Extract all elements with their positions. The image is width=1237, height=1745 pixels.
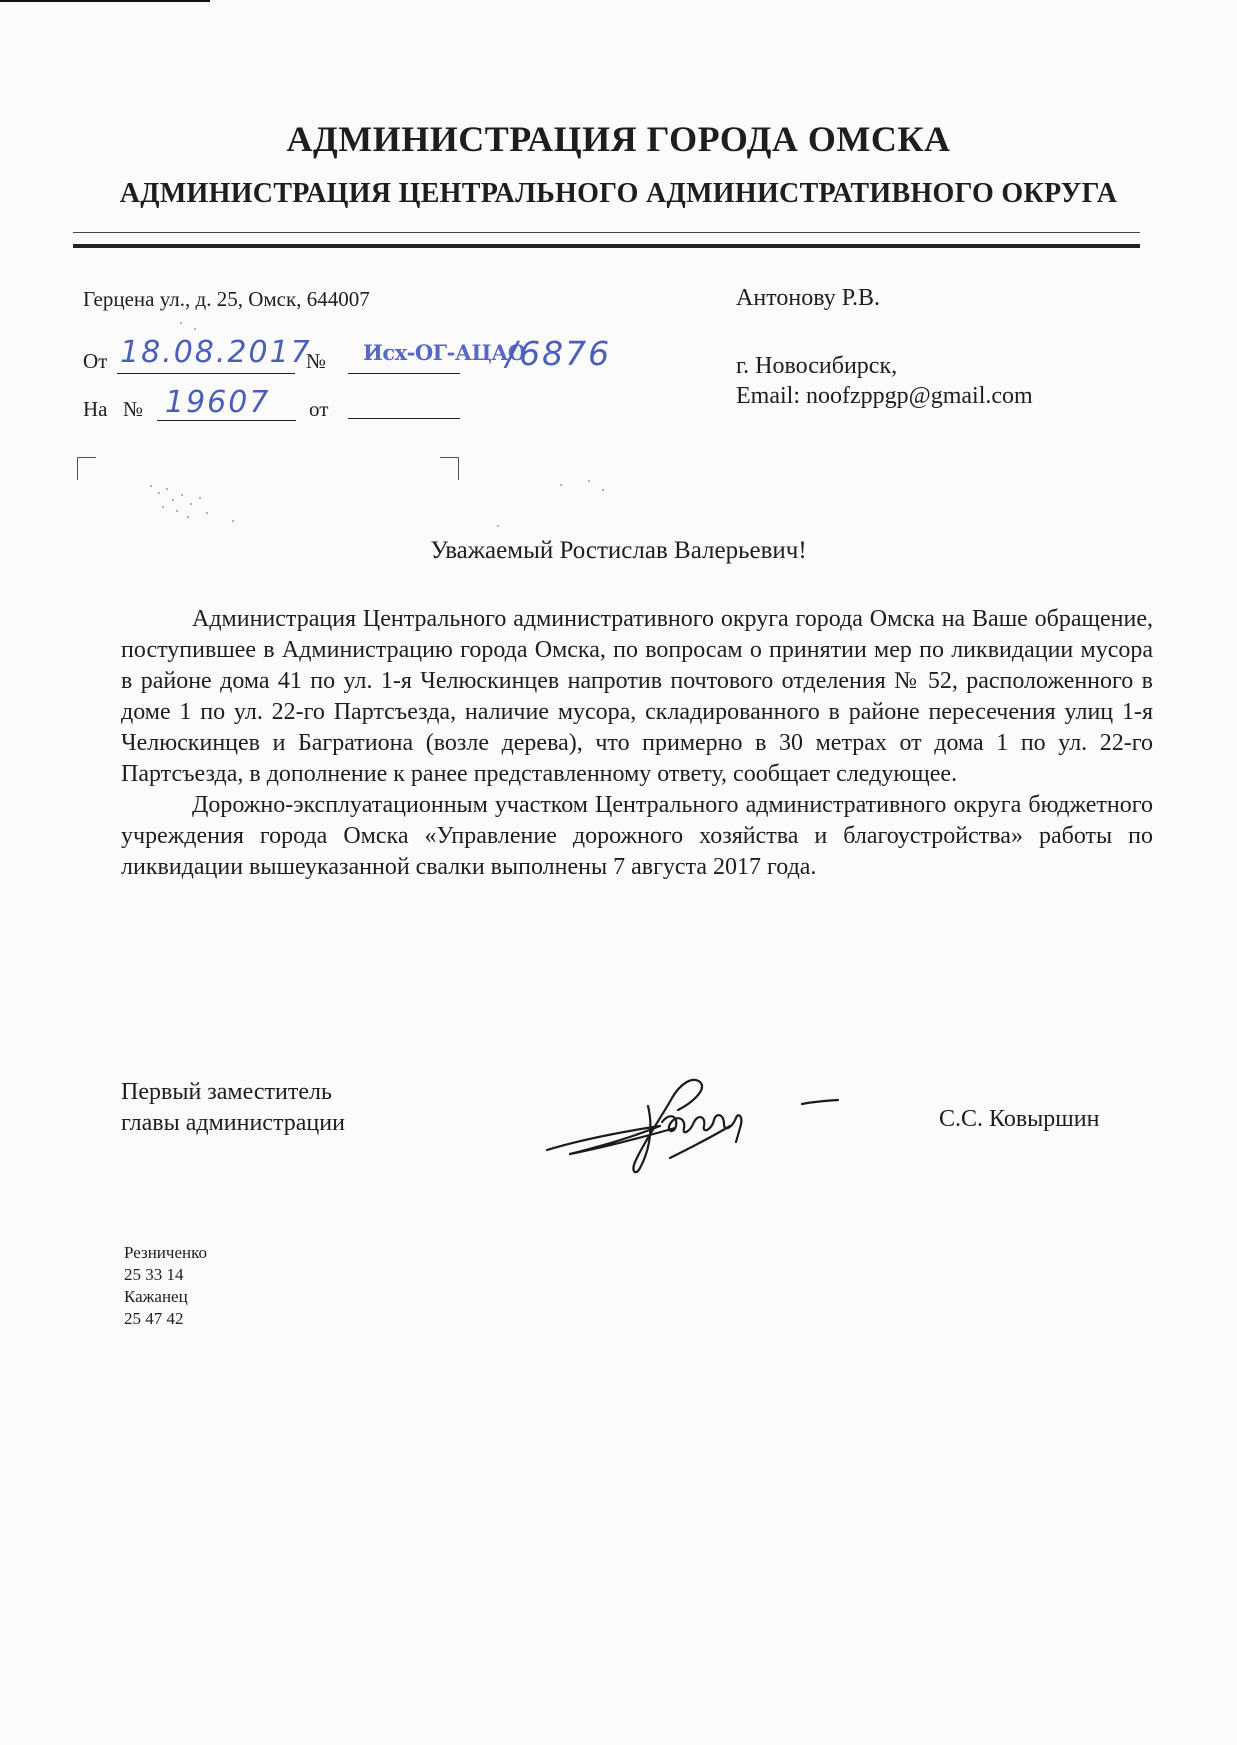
recipient-email: Email: noofzppgp@gmail.com: [736, 383, 1033, 409]
signatory-position: [121, 1077, 441, 1139]
recipient-name: Антонову Р.В.: [736, 285, 881, 311]
body-paragraph: Дорожно-эксплуатационным участком Центрального административного округа бюджетного учреждения города Омска «Управление дорожного хозяйства и благоустройства» работы по ликвидации вышеуказанной свалки выполнены 7 августа 2017 года.: [121, 792, 1153, 880]
outgoing-number-stamp: Исх-ОГ-АЦАО: [363, 340, 526, 365]
handwritten-signature: [540, 1068, 850, 1178]
from-label: От: [83, 349, 108, 373]
letterhead-title: АДМИНИСТРАЦИЯ ГОРОДА ОМСКА: [286, 119, 951, 159]
outgoing-number-suffix: /6876: [506, 334, 612, 373]
recipient-city: г. Новосибирск,: [736, 353, 898, 379]
executor-phone: 25 33 14: [124, 1265, 184, 1284]
address-field-corner-left: [77, 457, 96, 480]
date-line: [117, 373, 295, 374]
executor-contacts: [124, 1242, 324, 1330]
executor-name: Резниченко: [124, 1243, 207, 1262]
address-field-corner-right: [440, 457, 459, 480]
signatory-position-line: главы администрации: [121, 1110, 345, 1136]
letterhead-divider-thin: [73, 232, 1140, 233]
ref-number-line: [157, 420, 296, 421]
letter-body: [121, 604, 1153, 883]
ref-number-label: №: [123, 397, 144, 421]
sender-address: Герцена ул., д. 25, Омск, 644007: [83, 287, 370, 311]
number-label: №: [306, 349, 327, 373]
ref-label: На: [83, 397, 108, 421]
signatory-position-line: Первый заместитель: [121, 1079, 332, 1105]
letter-date: 18.08.2017: [120, 335, 312, 370]
executor-name: Кажанец: [124, 1287, 188, 1306]
ref-from-label: от: [309, 397, 329, 421]
number-line: [348, 373, 460, 374]
executor-phone: 25 47 42: [124, 1309, 184, 1328]
letterhead-divider-thick: [73, 244, 1140, 248]
body-paragraph: Администрация Центрального административного округа города Омска на Ваше обращение, поступившее в Администрацию города Омска, по вопросам о принятии мер по ликвидации мусора в районе дома 41 по ул. 1-я Челюскинцев напротив почтового отделения № 52, расположенного в доме 1 по ул. 22-го Партсъезда, наличие мусора, складированного в районе пересечения улиц 1-я Челюскинцев и Багратиона (возле дерева), что примерно в 30 метрах от дома 1 по ул. 22-го Партсъезда, в дополнение к ранее представленному ответу, сообщает следующее.: [121, 606, 1153, 787]
salutation: Уважаемый Ростислав Валерьевич!: [430, 537, 807, 564]
ref-date-line: [348, 418, 460, 419]
signatory-name: С.С. Ковыршин: [939, 1106, 1100, 1132]
ref-number: 19607: [165, 385, 271, 420]
letterhead-subtitle: АДМИНИСТРАЦИЯ ЦЕНТРАЛЬНОГО АДМИНИСТРАТИВНОГО ОКРУГА: [119, 178, 1118, 209]
scan-corner-mark: [0, 0, 210, 2]
